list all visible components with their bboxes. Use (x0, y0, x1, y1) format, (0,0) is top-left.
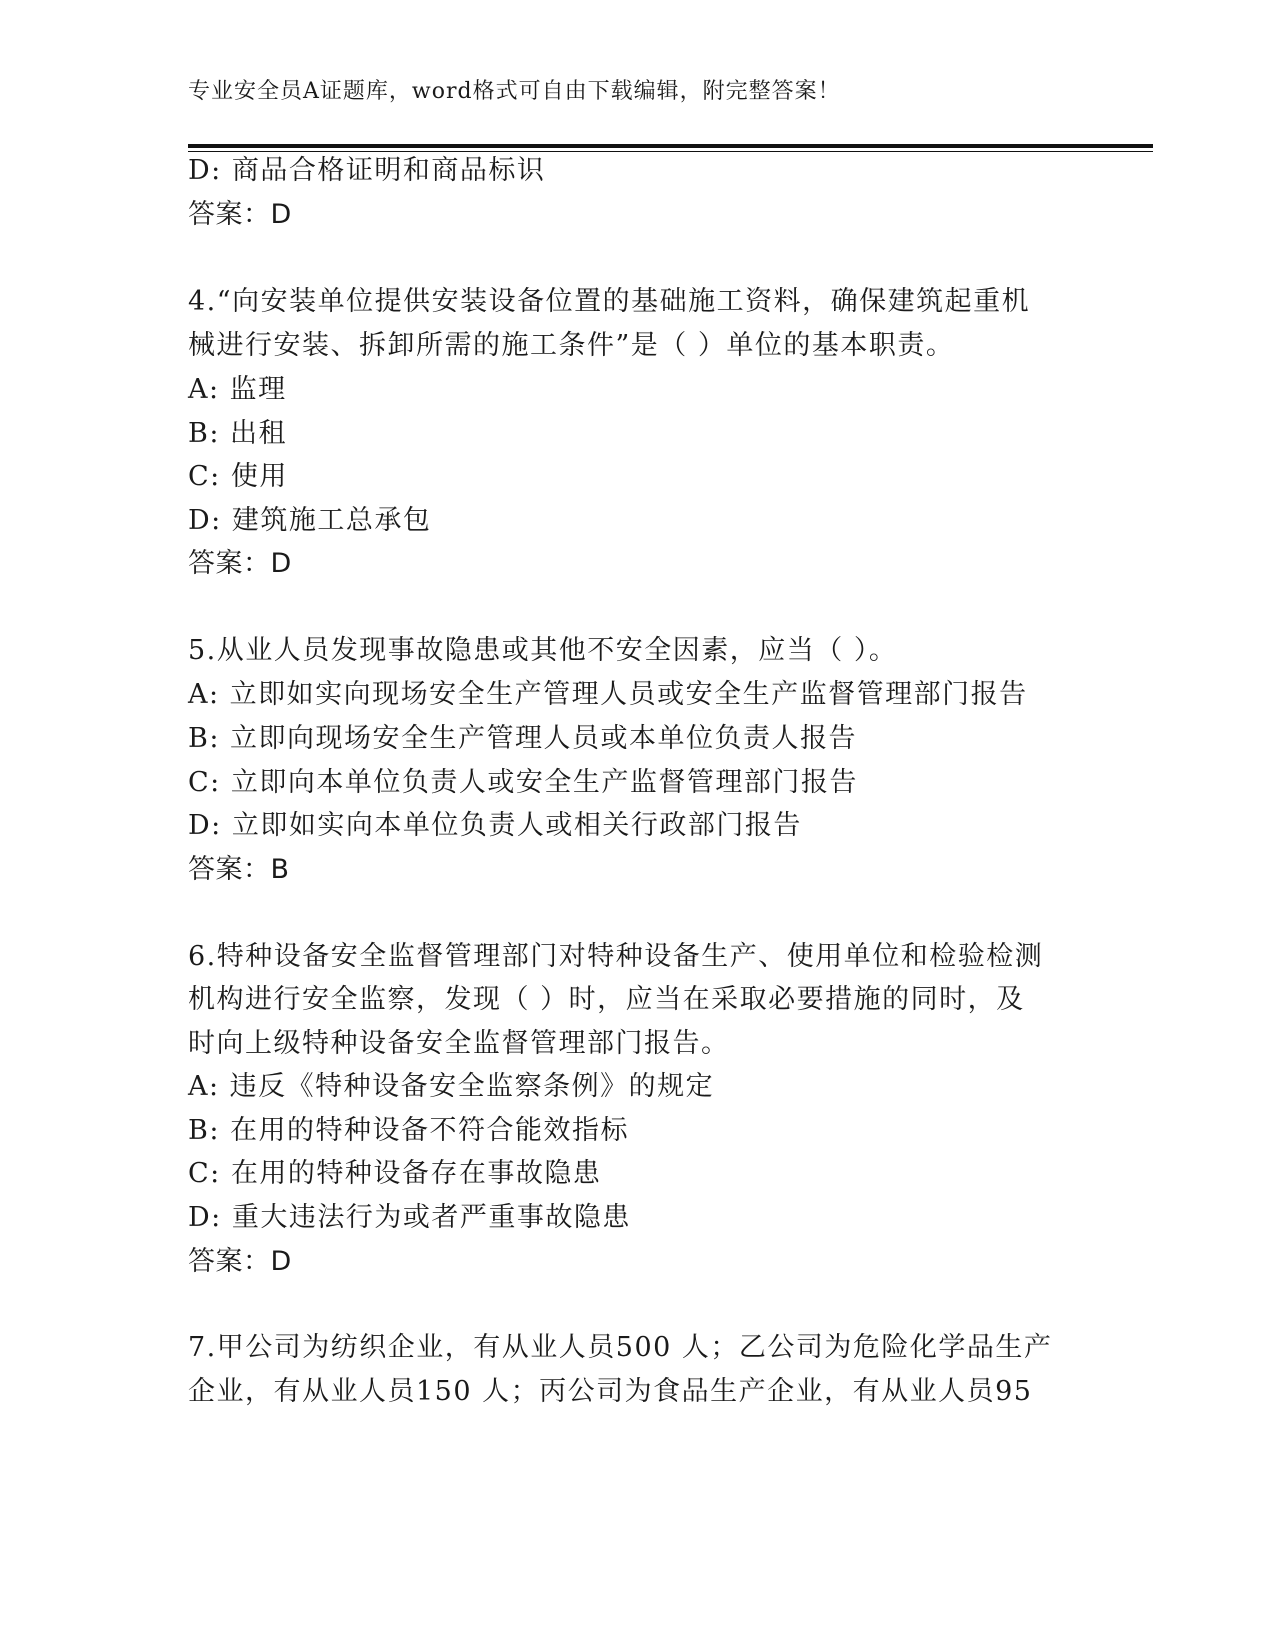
question-5-stem-line-1: 5.从业人员发现事故隐患或其他不安全因素，应当（ ）。 (188, 635, 898, 666)
question-6-stem-line-2: 机构进行安全监察，发现（ ）时，应当在采取必要措施的同时，及 (188, 984, 1025, 1015)
question-7-stem-line-2: 企业，有从业人员150 人；丙公司为食品生产企业，有从业人员95 (188, 1376, 1033, 1407)
question-4-option-d: D: 建筑施工总承包 (188, 505, 432, 536)
question-6-option-a: A: 违反《特种设备安全监察条例》的规定 (188, 1071, 715, 1102)
header-divider-thick (188, 144, 1153, 148)
header-divider-thin (188, 151, 1153, 152)
question-4-option-c: C: 使用 (188, 461, 288, 492)
question-5-option-d: D: 立即如实向本单位负责人或相关行政部门报告 (188, 810, 802, 841)
question-6-option-d: D: 重大违法行为或者严重事故隐患 (188, 1202, 631, 1233)
question-6-stem-line-1: 6.特种设备安全监督管理部门对特种设备生产、使用单位和检验检测 (188, 941, 1044, 972)
page-header: 专业安全员A证题库，word格式可自由下载编辑，附完整答案！ (188, 79, 841, 104)
prev-question-answer: 答案：D (188, 199, 292, 230)
question-5-option-c: C: 立即向本单位负责人或安全生产监督管理部门报告 (188, 767, 858, 798)
prev-question-option-d: D: 商品合格证明和商品标识 (188, 155, 546, 186)
question-6-option-b: B: 在用的特种设备不符合能效指标 (188, 1115, 630, 1146)
question-4-stem-line-1: 4.“向安装单位提供安装设备位置的基础施工资料，确保建筑起重机 (188, 286, 1031, 317)
question-5-answer: 答案：B (188, 854, 290, 885)
question-5-option-a: A: 立即如实向现场安全生产管理人员或安全生产监督管理部门报告 (188, 679, 1028, 710)
question-4-stem-line-2: 械进行安装、拆卸所需的施工条件”是（ ）单位的基本职责。 (188, 330, 955, 361)
question-7-stem-line-1: 7.甲公司为纺织企业，有从业人员500 人；乙公司为危险化学品生产 (188, 1332, 1053, 1363)
question-6-option-c: C: 在用的特种设备存在事故隐患 (188, 1158, 602, 1189)
question-4-option-b: B: 出租 (188, 418, 288, 449)
question-4-answer: 答案：D (188, 548, 292, 579)
question-5-option-b: B: 立即向现场安全生产管理人员或本单位负责人报告 (188, 723, 858, 754)
question-4-option-a: A: 监理 (188, 374, 287, 405)
question-6-stem-line-3: 时向上级特种设备安全监督管理部门报告。 (188, 1028, 730, 1059)
question-6-answer: 答案：D (188, 1246, 292, 1277)
